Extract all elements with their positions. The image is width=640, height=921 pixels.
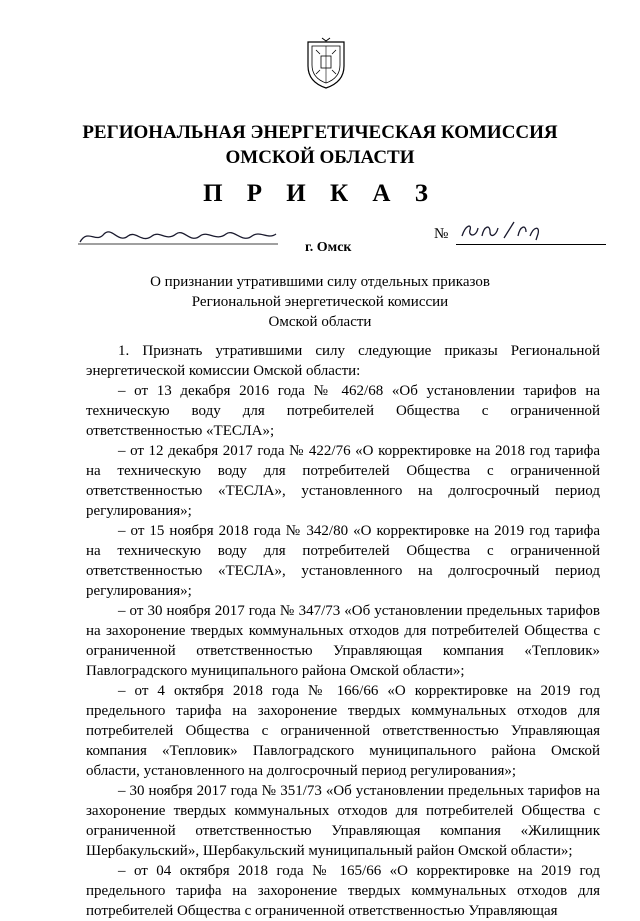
list-item: – от 13 декабря 2016 года № 462/68 «Об установлении тарифов на техническую воду для потребителей Общества с ограниченной ответственностью «ТЕСЛА»; [86, 383, 600, 439]
handwritten-order-number [456, 218, 606, 245]
list-item: – от 12 декабря 2017 года № 422/76 «О корректировке на 2018 год тарифа на техническую воду для потребителей Общества с ограниченной ответственностью «ТЕСЛА», установленного на долгосрочный период регулирования»; [86, 443, 600, 519]
organization-line-1: РЕГИОНАЛЬНАЯ ЭНЕРГЕТИЧЕСКАЯ КОМИССИЯ [82, 122, 558, 143]
list-item: – 30 ноября 2017 года № 351/73 «Об установлении предельных тарифов на захоронение твердых коммунальных отходов для потребителей Общества с ограниченной ответственностью Управляющая компания «Жилищник Шербакульский», Шербакульский муниципальный район Омской области»; [86, 783, 600, 859]
order-body [86, 341, 600, 921]
list-item: – от 30 ноября 2017 года № 347/73 «Об установлении предельных тарифов на захоронение твердых коммунальных отходов для потребителей Общества с ограниченной ответственностью Управляющая компания «Тепловик» Павлоградского муниципального района Омской области»; [86, 603, 600, 679]
organization-line-2: ОМСКОЙ ОБЛАСТИ [225, 147, 415, 168]
subject-line-1: О признании утратившими силу отдельных приказов [150, 274, 490, 290]
document-type-title: П Р И К А З [203, 180, 437, 207]
handwritten-date [78, 222, 278, 248]
list-item: – от 04 октября 2018 года № 165/66 «О корректировке на 2019 год предельного тарифа на захоронение твердых коммунальных отходов для потребителей Общества с ограниченной ответственностью Управляющая [86, 863, 600, 919]
organization-name [0, 120, 640, 170]
order-subject [150, 272, 490, 332]
coat-of-arms-icon [304, 36, 348, 90]
city-label: г. Омск [305, 240, 352, 255]
body-intro-paragraph: 1. Признать утратившими силу следующие приказы Региональной энергетической комиссии Омской области: [86, 343, 600, 379]
list-item: – от 15 ноября 2018 года № 342/80 «О корректировке на 2019 год тарифа на техническую воду для потребителей Общества с ограниченной ответственностью «ТЕСЛА», установленного на долгосрочный период регулирования»; [86, 523, 600, 599]
order-number-label: № [434, 226, 449, 242]
subject-line-2: Региональной энергетической комиссии [191, 294, 449, 310]
subject-line-3: Омской области [268, 314, 372, 330]
list-item: – от 4 октября 2018 года № 166/66 «О корректировке на 2019 год предельного тарифа на захоронение твердых коммунальных отходов для потребителей Общества с ограниченной ответственностью Управляющая компания «Тепловик» Павлоградского муниципального района Омской области, установленного на долгосрочный период регулирования»; [86, 683, 600, 779]
